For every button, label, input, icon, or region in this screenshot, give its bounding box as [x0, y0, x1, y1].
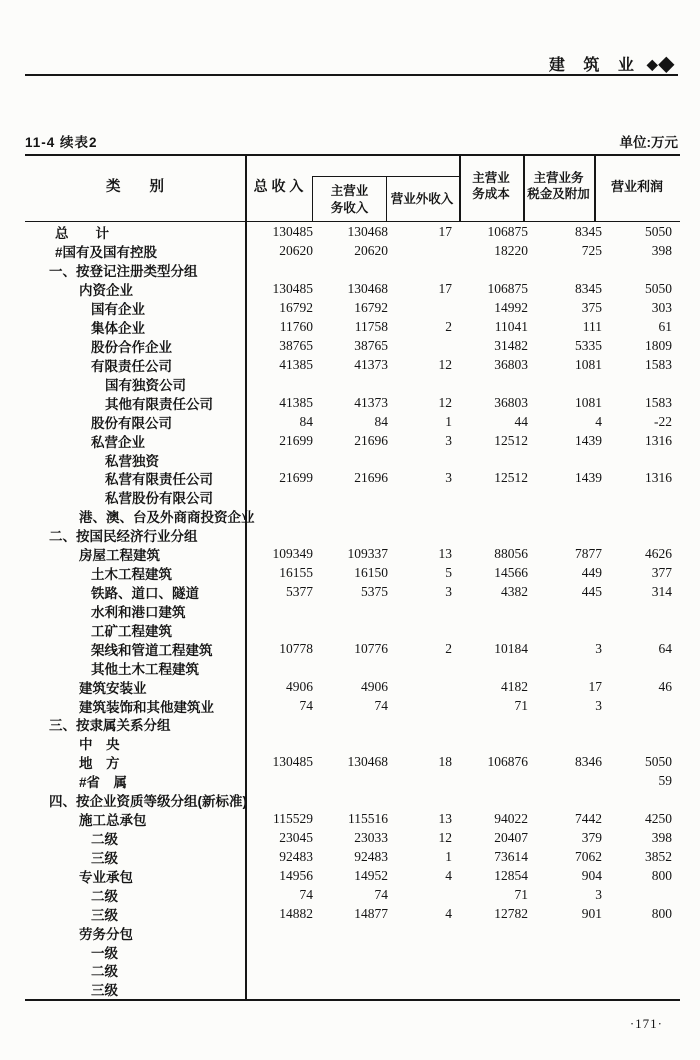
cell-tax: 4: [595, 413, 602, 429]
header-non-operating-income-label: 营业外收入: [390, 192, 454, 207]
row-label: 铁路、道口、隧道: [91, 585, 199, 601]
table-row: [25, 280, 680, 299]
table-row: [25, 942, 680, 961]
cell-main-cost: 71: [514, 886, 528, 902]
diamond-icon: ◆: [658, 52, 674, 75]
cell-tax: 3: [595, 886, 602, 902]
cell-tax: 7877: [575, 546, 602, 562]
header-total-income-label: 总 收 入: [253, 178, 304, 195]
cell-main-income: 23033: [354, 829, 388, 845]
table-row: [25, 961, 680, 980]
cell-main-income: 74: [374, 697, 388, 713]
cell-total-income: 41385: [279, 356, 313, 372]
cell-operating-profit: 64: [658, 640, 672, 656]
cell-main-cost: 4382: [501, 583, 528, 599]
cell-main-income: 11758: [354, 319, 388, 335]
cell-main-cost: 12512: [494, 432, 528, 448]
chapter-title: 建 筑 业: [548, 57, 641, 74]
table-row: [25, 583, 680, 602]
cell-main-income: 92483: [354, 848, 388, 864]
cell-tax: 5335: [575, 337, 602, 353]
row-label: 港、澳、台及外商商投资企业: [79, 510, 255, 526]
row-label: 二级: [91, 964, 118, 980]
cell-main-income: 4906: [361, 678, 388, 694]
cell-non-operating-income: 2: [445, 640, 452, 656]
cell-main-income: 14952: [354, 867, 388, 883]
cell-tax: 8346: [575, 754, 602, 770]
table-row: [25, 469, 680, 488]
cell-total-income: 84: [299, 413, 313, 429]
row-label: 一、按登记注册类型分组: [49, 264, 198, 280]
cell-operating-profit: 1316: [645, 470, 672, 486]
cell-operating-profit: 4250: [645, 811, 672, 827]
table-row: [25, 393, 680, 412]
cell-non-operating-income: 12: [438, 356, 452, 372]
table-header: [25, 154, 680, 222]
cell-tax: 3: [595, 640, 602, 656]
cell-total-income: 115529: [273, 811, 313, 827]
row-label: 私营企业: [91, 434, 145, 450]
cell-main-cost: 14992: [494, 300, 528, 316]
cell-main-cost: 94022: [494, 811, 528, 827]
row-label: 私营独资: [105, 453, 159, 469]
diamond-icon: ◆: [646, 55, 658, 72]
cell-total-income: 11760: [279, 319, 313, 335]
row-label: 二级: [91, 888, 118, 904]
header-main-cost-line2: 务成本: [472, 187, 510, 201]
cell-operating-profit: 800: [651, 905, 672, 921]
header-main-income-line1: 主营业: [330, 184, 369, 199]
row-label: 四、按企业资质等级分组(新标准): [49, 794, 247, 810]
cell-main-income: 5375: [361, 583, 388, 599]
cell-total-income: 74: [299, 697, 313, 713]
header-category: [25, 154, 245, 220]
cell-tax: 7062: [575, 848, 602, 864]
table-row: [25, 299, 680, 318]
row-label: 专业承包: [79, 869, 133, 885]
row-label: 二级: [91, 831, 118, 847]
table-row: [25, 885, 680, 904]
row-label: 三级: [91, 850, 118, 866]
cell-main-cost: 4182: [501, 678, 528, 694]
header-category-label: 类 别: [106, 178, 164, 195]
row-label: 施工总承包: [79, 813, 147, 829]
cell-tax: 379: [581, 829, 602, 845]
row-label: 中 央: [79, 737, 120, 753]
row-label: 股份有限公司: [91, 415, 172, 431]
row-label: 国有独资公司: [105, 377, 186, 393]
cell-main-income: 10776: [354, 640, 388, 656]
cell-main-cost: 106875: [487, 224, 528, 240]
cell-main-income: 21696: [354, 432, 388, 448]
cell-operating-profit: 4626: [645, 546, 672, 562]
cell-main-cost: 18220: [494, 243, 528, 259]
cell-tax: 111: [582, 319, 602, 335]
cell-main-cost: 11041: [494, 319, 528, 335]
table-caption: 11-4 续表2: [25, 135, 98, 150]
unit-label: 单位:万元: [619, 135, 678, 150]
cell-operating-profit: 303: [651, 300, 672, 316]
row-label: 其他土木工程建筑: [91, 661, 199, 677]
cell-non-operating-income: 4: [445, 867, 452, 883]
cell-main-cost: 10184: [494, 640, 528, 656]
table-row: [25, 715, 680, 734]
table-row: [25, 658, 680, 677]
table-row: [25, 923, 680, 942]
cell-main-cost: 12854: [494, 867, 528, 883]
cell-operating-profit: 398: [651, 243, 672, 259]
row-label: 私营股份有限公司: [105, 491, 213, 507]
cell-tax: 904: [581, 867, 602, 883]
masthead: [549, 52, 674, 75]
cell-tax: 725: [581, 243, 602, 259]
header-operating-profit-label: 营业利润: [610, 178, 663, 194]
cell-tax: 8345: [575, 281, 602, 297]
cell-total-income: 130485: [272, 224, 313, 240]
row-label: 房屋工程建筑: [79, 548, 160, 564]
cell-operating-profit: 1809: [645, 337, 672, 353]
row-label: 其他有限责任公司: [105, 396, 213, 412]
header-main-income-line2: 务收入: [330, 200, 369, 215]
cell-non-operating-income: 4: [445, 905, 452, 921]
cell-main-income: 74: [374, 886, 388, 902]
row-label: 总 计: [55, 226, 109, 242]
cell-total-income: 41385: [279, 394, 313, 410]
row-label: 集体企业: [91, 321, 145, 337]
statistics-table: [25, 154, 680, 1001]
cell-operating-profit: 3852: [645, 848, 672, 864]
table-row: [25, 431, 680, 450]
cell-total-income: 130485: [272, 754, 313, 770]
cell-operating-profit: 377: [651, 565, 672, 581]
row-label: 架线和管道工程建筑: [91, 642, 213, 658]
table-row: [25, 412, 680, 431]
cell-non-operating-income: 3: [445, 470, 452, 486]
table-row: [25, 753, 680, 772]
cell-operating-profit: 5050: [645, 281, 672, 297]
cell-main-income: 21696: [354, 470, 388, 486]
cell-non-operating-income: 13: [438, 546, 452, 562]
cell-main-income: 130468: [347, 281, 388, 297]
cell-non-operating-income: 18: [438, 754, 452, 770]
cell-tax: 445: [581, 583, 602, 599]
row-label: 二、按国民经济行业分组: [49, 529, 198, 545]
cell-main-cost: 44: [514, 413, 528, 429]
cell-total-income: 74: [299, 886, 313, 902]
header-tax: [523, 154, 594, 220]
row-label: #省 属: [79, 775, 128, 791]
cell-operating-profit: 5050: [645, 754, 672, 770]
table-row: [25, 564, 680, 583]
cell-main-income: 14877: [354, 905, 388, 921]
cell-tax: 3: [595, 697, 602, 713]
row-label: 有限责任公司: [91, 358, 172, 374]
table-row: [25, 261, 680, 280]
cell-tax: 1439: [575, 470, 602, 486]
table-row: [25, 318, 680, 337]
cell-main-income: 41373: [354, 356, 388, 372]
table-row: [25, 866, 680, 885]
cell-main-cost: 106876: [487, 754, 528, 770]
row-label: 土木工程建筑: [91, 567, 172, 583]
cell-main-income: 130468: [347, 224, 388, 240]
cell-main-income: 84: [374, 413, 388, 429]
cell-total-income: 109349: [272, 546, 313, 562]
table-row: [25, 620, 680, 639]
cell-main-income: 16150: [354, 565, 388, 581]
cell-operating-profit: 800: [651, 867, 672, 883]
table-row: [25, 374, 680, 393]
row-label: 地 方: [79, 756, 120, 772]
cell-total-income: 20620: [279, 243, 313, 259]
cell-tax: 449: [581, 565, 602, 581]
table-row: [25, 847, 680, 866]
cell-main-cost: 73614: [494, 848, 528, 864]
cell-total-income: 38765: [279, 337, 313, 353]
cell-main-cost: 12782: [494, 905, 528, 921]
cell-main-cost: 36803: [494, 394, 528, 410]
cell-main-income: 130468: [347, 754, 388, 770]
cell-total-income: 5377: [286, 583, 313, 599]
cell-total-income: 23045: [279, 829, 313, 845]
page-number: ·171·: [629, 1016, 663, 1031]
cell-total-income: 14882: [279, 905, 313, 921]
cell-total-income: 4906: [286, 678, 313, 694]
cell-main-income: 20620: [354, 243, 388, 259]
table-row: [25, 526, 680, 545]
table-row: [25, 791, 680, 810]
cell-non-operating-income: 3: [445, 583, 452, 599]
cell-main-cost: 36803: [494, 356, 528, 372]
table-row: [25, 337, 680, 356]
cell-non-operating-income: 13: [438, 811, 452, 827]
header-non-operating-income: [387, 177, 457, 222]
cell-total-income: 21699: [279, 432, 313, 448]
cell-operating-profit: 314: [651, 583, 672, 599]
header-main-cost: [459, 154, 523, 220]
cell-total-income: 16155: [279, 565, 313, 581]
cell-total-income: 130485: [272, 281, 313, 297]
table-row: [25, 545, 680, 564]
table-row: [25, 507, 680, 526]
cell-non-operating-income: 5: [445, 565, 452, 581]
row-label: 私营有限责任公司: [105, 472, 213, 488]
table-row: [25, 980, 680, 999]
cell-main-income: 41373: [354, 394, 388, 410]
row-label: 水利和港口建筑: [91, 604, 186, 620]
header-total-income: [245, 154, 312, 220]
cell-tax: 1081: [575, 394, 602, 410]
cell-operating-profit: 46: [658, 678, 672, 694]
cell-non-operating-income: 17: [438, 224, 452, 240]
row-label: #国有及国有控股: [55, 245, 158, 261]
row-label: 建筑装饰和其他建筑业: [79, 699, 214, 715]
cell-tax: 8345: [575, 224, 602, 240]
table-row: [25, 772, 680, 791]
header-operating-profit: [594, 154, 680, 220]
cell-main-income: 109337: [347, 546, 388, 562]
cell-main-cost: 31482: [494, 337, 528, 353]
table-row: [25, 734, 680, 753]
table-row: [25, 223, 680, 242]
table-row: [25, 355, 680, 374]
cell-non-operating-income: 12: [438, 829, 452, 845]
table-row: [25, 242, 680, 261]
row-label: 建筑安装业: [79, 680, 147, 696]
row-label: 股份合作企业: [91, 340, 172, 355]
row-label: 内资企业: [79, 283, 133, 299]
cell-tax: 1439: [575, 432, 602, 448]
cell-total-income: 16792: [279, 300, 313, 316]
cell-main-cost: 20407: [494, 829, 528, 845]
cell-operating-profit: 61: [658, 319, 672, 335]
cell-total-income: 92483: [279, 848, 313, 864]
cell-non-operating-income: 17: [438, 281, 452, 297]
cell-non-operating-income: 1: [445, 848, 452, 864]
table-row: [25, 677, 680, 696]
header-tax-line2: 税金及附加: [527, 187, 590, 201]
cell-tax: 375: [581, 300, 602, 316]
row-label: 劳务分包: [79, 926, 133, 942]
masthead-rule: [25, 74, 678, 76]
header-income-subbox: [312, 176, 459, 222]
cell-total-income: 14956: [279, 867, 313, 883]
cell-main-cost: 14566: [494, 565, 528, 581]
cell-main-cost: 71: [514, 697, 528, 713]
cell-operating-profit: 398: [651, 829, 672, 845]
cell-operating-profit: 59: [658, 773, 672, 789]
cell-main-cost: 88056: [494, 546, 528, 562]
cell-main-cost: 12512: [494, 470, 528, 486]
table-row: [25, 904, 680, 923]
row-label: 三、按隶属关系分组: [49, 718, 171, 734]
cell-non-operating-income: 3: [445, 432, 452, 448]
cell-tax: 1081: [575, 356, 602, 372]
cell-operating-profit: 1316: [645, 432, 672, 448]
row-label: 一级: [91, 945, 118, 961]
table-row: [25, 488, 680, 507]
cell-tax: 17: [588, 678, 602, 694]
cell-operating-profit: 1583: [645, 356, 672, 372]
table-row: [25, 601, 680, 620]
row-label: 三级: [91, 907, 118, 923]
table-row: [25, 829, 680, 848]
cell-non-operating-income: 12: [438, 394, 452, 410]
cell-non-operating-income: 2: [445, 319, 452, 335]
header-tax-line1: 主营业务: [533, 171, 584, 186]
header-main-income: [313, 177, 387, 222]
cell-main-income: 16792: [354, 300, 388, 316]
row-label: 工矿工程建筑: [91, 623, 172, 639]
table-row: [25, 810, 680, 829]
cell-main-income: 38765: [354, 337, 388, 353]
table-body: [25, 223, 680, 999]
cell-tax: 901: [581, 905, 602, 921]
row-label: 三级: [91, 983, 118, 999]
row-label: 国有企业: [91, 302, 145, 318]
cell-non-operating-income: 1: [445, 413, 452, 429]
header-main-cost-line1: 主营业: [472, 171, 510, 186]
cell-total-income: 21699: [279, 470, 313, 486]
cell-operating-profit: 5050: [645, 224, 672, 240]
cell-main-income: 115516: [348, 811, 388, 827]
cell-operating-profit: 1583: [645, 394, 672, 410]
cell-main-cost: 106875: [487, 281, 528, 297]
table-row: [25, 639, 680, 658]
cell-tax: 7442: [575, 811, 602, 827]
cell-total-income: 10778: [279, 640, 313, 656]
table-row: [25, 450, 680, 469]
table-row: [25, 696, 680, 715]
cell-operating-profit: -22: [654, 413, 672, 429]
